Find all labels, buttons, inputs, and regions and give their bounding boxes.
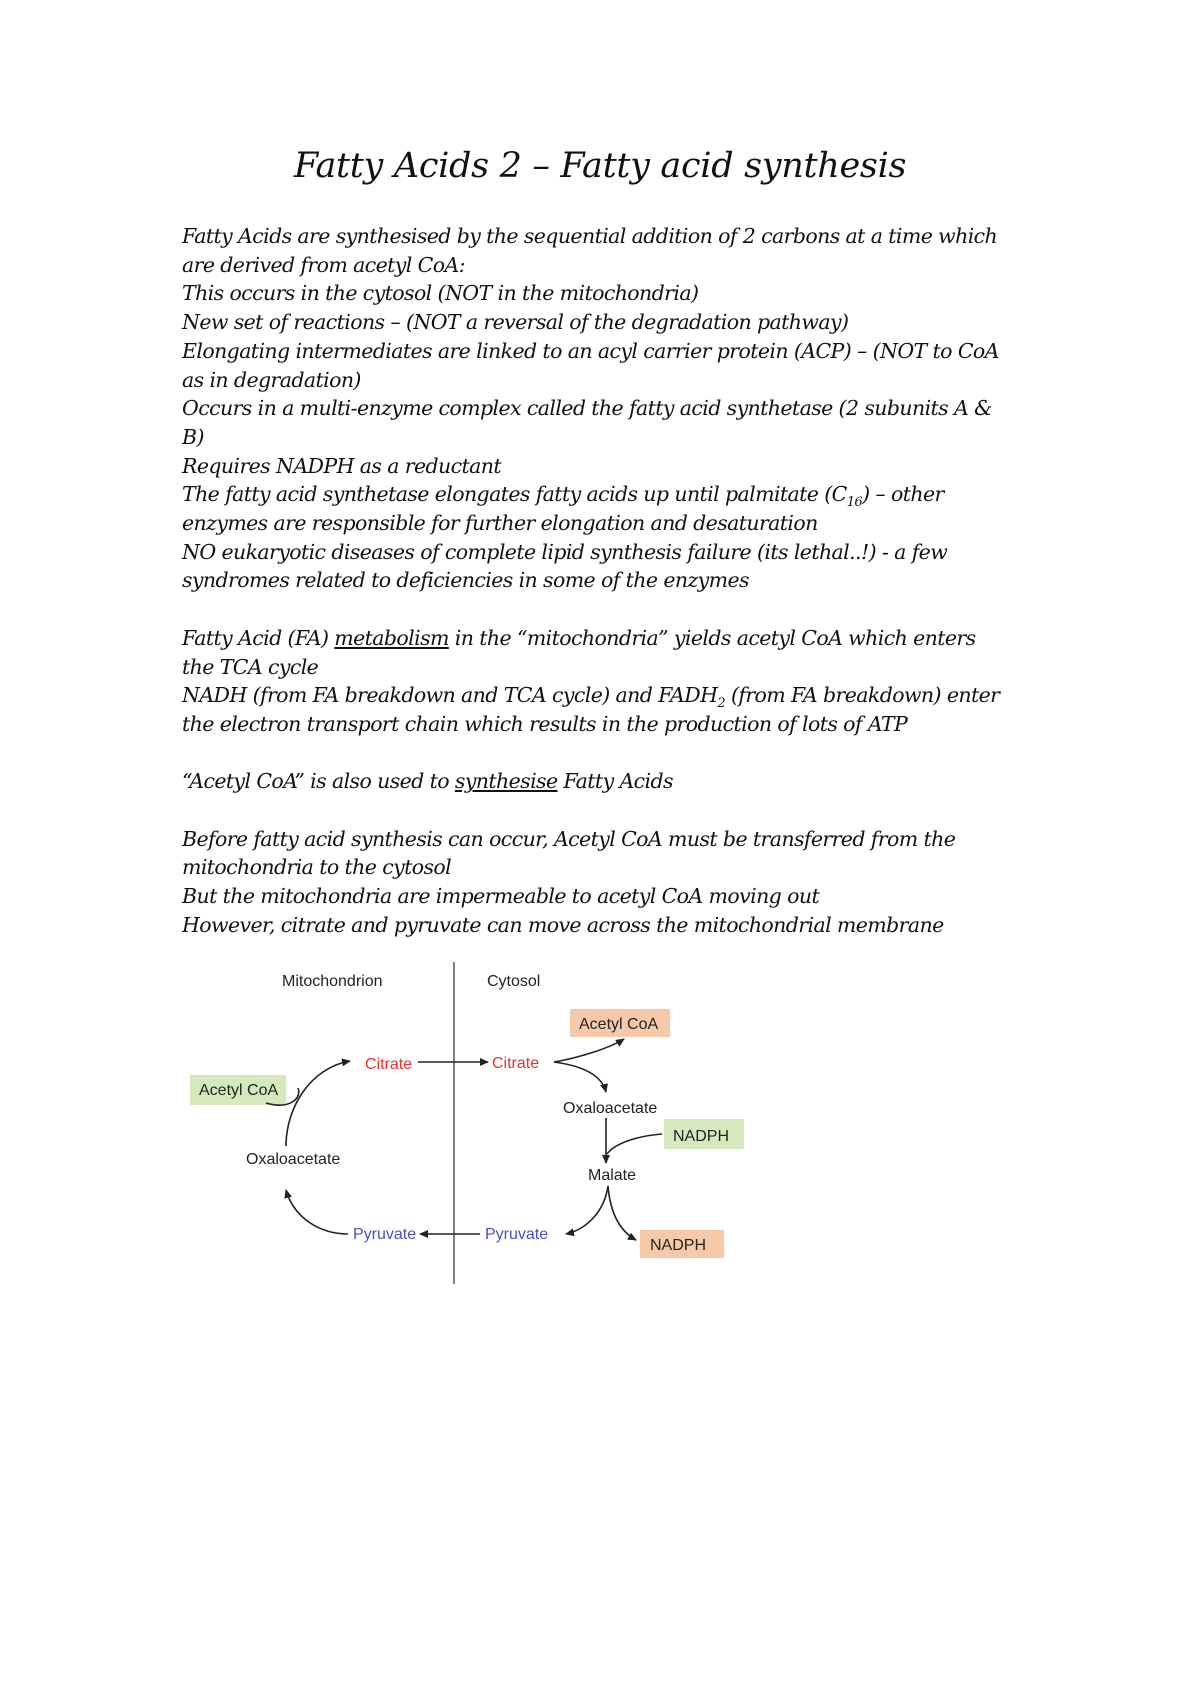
pyruvate-cyto: Pyruvate [485, 1226, 549, 1243]
text-line: the TCA cycle [182, 654, 319, 679]
text-line: are derived from acetyl CoA: [182, 252, 465, 277]
nadh-line: NADH (from FA breakdown and TCA cycle) and $FADH_2$ (from FA breakdown) enter [182, 683, 1000, 712]
citrate-shuttle-diagram [170, 948, 770, 1288]
citrate-cyto: Citrate [492, 1055, 540, 1072]
citrate-mito: Citrate [365, 1056, 413, 1073]
text-line: Elongating intermediates are linked to an acyl carrier protein (ACP) – (NOT to CoA [182, 338, 999, 363]
oxaloacetate-cyto: Oxaloacetate [563, 1100, 658, 1117]
text-line: NO eukaryotic diseases of complete lipid synthesis failure (its lethal..!) - a few [182, 539, 948, 564]
text-line: Before fatty acid synthesis can occur, Acetyl CoA must be transferred from the [182, 826, 956, 851]
text-line: However, citrate and pyruvate can move across the mitochondrial membrane [182, 912, 944, 937]
text-line: mitochondria to the cytosol [182, 855, 452, 880]
acetyl-coa-cyto: Acetyl CoA [579, 1016, 659, 1033]
arrow-pyruvate-to-oxaloacetate [286, 1190, 348, 1234]
nadph-out: NADPH [650, 1237, 707, 1254]
text-line: as in degradation) [182, 367, 361, 392]
text-line: Fatty Acids are synthesised by the sequential addition of 2 carbons at a time which [182, 224, 998, 248]
body-text [182, 222, 1042, 940]
pyruvate-mito: Pyruvate [353, 1226, 417, 1243]
text-line: But the mitochondria are impermeable to acetyl CoA moving out [182, 884, 820, 909]
text-line: syndromes related to deficiencies in some of the enzymes [182, 568, 749, 593]
text-line: the electron transport chain which results in the production of lots of ATP [182, 711, 908, 736]
arrow-citrate-to-acetyl-coa [554, 1039, 624, 1062]
arrow-oxaloacetate-to-citrate [286, 1061, 350, 1146]
text-line: This occurs in the cytosol (NOT in the mitochondria) [182, 281, 699, 306]
mitochondrion-label: Mitochondrion [282, 973, 383, 990]
text-line: New set of reactions – (NOT a reversal of the degradation pathway) [182, 310, 849, 335]
arrow-citrate-to-oxaloacetate [554, 1062, 606, 1092]
text-line: Requires NADPH as a reductant [182, 453, 502, 478]
cytosol-label: Cytosol [487, 973, 541, 990]
malate: Malate [588, 1167, 637, 1184]
acetyl-coa-mito: Acetyl CoA [199, 1082, 279, 1099]
text-line: B) [182, 424, 204, 449]
page-title: Fatty Acids 2 – Fatty acid synthesis [293, 146, 907, 186]
acetyl-coa-line: “Acetyl CoA” is also used to synthesise Fatty Acids [182, 769, 673, 794]
fa-metabolism-line: Fatty Acid (FA) metabolism in the “mitochondria” yields acetyl CoA which enters [182, 625, 976, 650]
nadph-in: NADPH [673, 1128, 730, 1145]
arrow-malate-to-pyruvate [566, 1186, 608, 1234]
palmitate-line: The fatty acid synthetase elongates fatty acids up until palmitate $(C_{16})$ – other [182, 482, 944, 511]
arrow-nadph-in [607, 1134, 662, 1154]
text-line: enzymes are responsible for further elongation and desaturation [182, 511, 818, 536]
oxaloacetate-mito: Oxaloacetate [246, 1151, 341, 1168]
text-line: Occurs in a multi-enzyme complex called the fatty acid synthetase (2 subunits A & [182, 396, 992, 421]
arrow-malate-to-nadph [608, 1186, 636, 1240]
